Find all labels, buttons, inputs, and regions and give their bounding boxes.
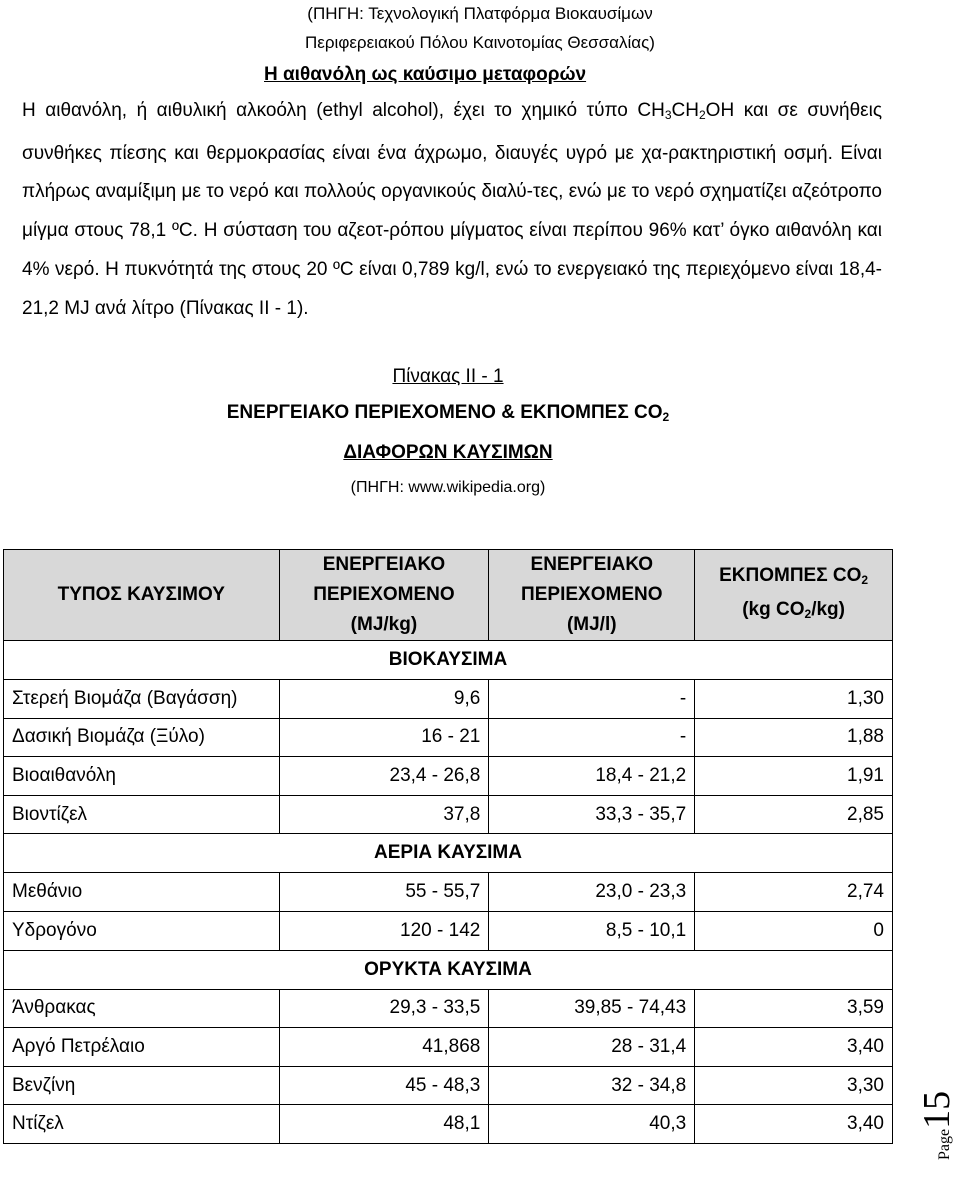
section-title: ΒΙΟΚΑΥΣΙΜΑ bbox=[4, 641, 893, 680]
source-line-2: Περιφερειακού Πόλου Καινοτομίας Θεσσαλίας) bbox=[305, 33, 655, 52]
table-label: Πίνακας ΙΙ - 1 bbox=[392, 366, 504, 387]
fuel-name-cell: Υδρογόνο bbox=[4, 911, 280, 950]
energy-mjl-cell: 39,85 - 74,43 bbox=[489, 989, 695, 1028]
fuel-name-cell: Άνθρακας bbox=[4, 989, 280, 1028]
fuel-name-cell: Αργό Πετρέλαιο bbox=[4, 1028, 280, 1067]
energy-mjl-cell: 33,3 - 35,7 bbox=[489, 795, 695, 834]
header-co2-emissions: ΕΚΠΟΜΠΕΣ $CO_2$ (kg $CO_2/kg$) bbox=[695, 550, 893, 641]
co2-cell: 3,40 bbox=[695, 1028, 893, 1067]
energy-mjkg-cell: 16 - 21 bbox=[279, 718, 489, 757]
fuel-name-cell: Μεθάνιο bbox=[4, 873, 280, 912]
table-row bbox=[4, 911, 893, 950]
table-section-row bbox=[4, 950, 893, 989]
table-row bbox=[4, 989, 893, 1028]
co2-cell: 3,59 bbox=[695, 989, 893, 1028]
energy-mjl-cell: - bbox=[489, 718, 695, 757]
energy-mjl-cell: 23,0 - 23,3 bbox=[489, 873, 695, 912]
energy-mjl-cell: 18,4 - 21,2 bbox=[489, 757, 695, 796]
energy-mjkg-cell: 48,1 bbox=[279, 1105, 489, 1144]
energy-mjkg-cell: 9,6 bbox=[279, 680, 489, 719]
energy-mjl-cell: - bbox=[489, 680, 695, 719]
fuel-name-cell: Δασική Βιομάζα (Ξύλο) bbox=[4, 718, 280, 757]
energy-mjl-cell: 28 - 31,4 bbox=[489, 1028, 695, 1067]
energy-mjkg-cell: 120 - 142 bbox=[279, 911, 489, 950]
fuel-energy-table bbox=[3, 549, 893, 1144]
co2-cell: 3,30 bbox=[695, 1066, 893, 1105]
fuel-name-cell: Βενζίνη bbox=[4, 1066, 280, 1105]
table-row bbox=[4, 795, 893, 834]
header-energy-mjl: ΕΝΕΡΓΕΙΑΚΟ ΠΕΡΙΕΧΟΜΕΝΟ (MJ/l) bbox=[489, 550, 695, 641]
fuel-name-cell: Βιοαιθανόλη bbox=[4, 757, 280, 796]
energy-mjkg-cell: 37,8 bbox=[279, 795, 489, 834]
table-row bbox=[4, 873, 893, 912]
page-number: Page15 bbox=[916, 1090, 958, 1160]
fuel-name-cell: Βιοντίζελ bbox=[4, 795, 280, 834]
co2-cell: 1,88 bbox=[695, 718, 893, 757]
header-fuel-type: ΤΥΠΟΣ ΚΑΥΣΙΜΟΥ bbox=[4, 550, 280, 641]
co2-cell: 1,91 bbox=[695, 757, 893, 796]
table-source: (ΠΗΓΗ: www.wikipedia.org) bbox=[350, 479, 546, 496]
table-section-row bbox=[4, 834, 893, 873]
table-section-row bbox=[4, 641, 893, 680]
fuel-name-cell: Στερεή Βιομάζα (Βαγάσση) bbox=[4, 680, 280, 719]
energy-mjkg-cell: 23,4 - 26,8 bbox=[279, 757, 489, 796]
section-title: ΟΡΥΚΤΑ ΚΑΥΣΙΜΑ bbox=[4, 950, 893, 989]
section-title: ΑΕΡΙΑ ΚΑΥΣΙΜΑ bbox=[4, 834, 893, 873]
energy-mjkg-cell: 45 - 48,3 bbox=[279, 1066, 489, 1105]
energy-mjkg-cell: 29,3 - 33,5 bbox=[279, 989, 489, 1028]
table-row bbox=[4, 757, 893, 796]
co2-cell: 2,85 bbox=[695, 795, 893, 834]
fuel-name-cell: Ντίζελ bbox=[4, 1105, 280, 1144]
table-row bbox=[4, 1028, 893, 1067]
energy-mjkg-cell: 55 - 55,7 bbox=[279, 873, 489, 912]
table-title-line-1: ΕΝΕΡΓΕΙΑΚΟ ΠΕΡΙΕΧΟΜΕΝΟ & ΕΚΠΟΜΠΕΣ $CO_2$ bbox=[226, 402, 670, 424]
section-heading: Η αιθανόλη ως καύσιμο μεταφορών bbox=[264, 64, 587, 85]
table-row bbox=[4, 1105, 893, 1144]
energy-mjl-cell: 40,3 bbox=[489, 1105, 695, 1144]
table-row bbox=[4, 718, 893, 757]
energy-mjkg-cell: 41,868 bbox=[279, 1028, 489, 1067]
table-row bbox=[4, 1066, 893, 1105]
body-paragraph: Η αιθανόλη, ή αιθυλική αλκοόλη (ethyl alcohol), έχει το χημικό τύπο $CH_3CH_2OH$ και σε συνήθεις συνθήκες πίεσης και θερμοκρασίας είναι ένα άχρωμο, διαυγές υγρό με χα-ρακτηριστική οσμή. Είναι πλήρως αναμίξιμη με το νερό και πολλούς οργανικούς διαλύ-τες, ενώ με το νερό σχηματίζει αζεότροπο μίγμα στους 78,1 ºC. Η σύσταση του αζεοτ-ρόπου μίγματος είναι περίπου 96% κατ’ όγκο αιθανόλη και 4% νερό. Η πυκνότητά της στους 20 ºC είναι 0,789 kg/l, ενώ το ενεργειακό της περιεχόμενο είναι 18,4-21,2 MJ ανά λίτρο (Πίνακας ΙΙ - 1). bbox=[22, 100, 882, 319]
table-title-line-2: ΔΙΑΦΟΡΩΝ ΚΑΥΣΙΜΩΝ bbox=[343, 442, 553, 463]
source-line-1: (ΠΗΓΗ: Τεχνολογική Πλατφόρμα Βιοκαυσίμων bbox=[307, 4, 653, 23]
co2-cell: 1,30 bbox=[695, 680, 893, 719]
co2-cell: 2,74 bbox=[695, 873, 893, 912]
table-header-row bbox=[4, 550, 893, 641]
co2-cell: 0 bbox=[695, 911, 893, 950]
co2-cell: 3,40 bbox=[695, 1105, 893, 1144]
table-row bbox=[4, 680, 893, 719]
energy-mjl-cell: 8,5 - 10,1 bbox=[489, 911, 695, 950]
header-energy-mjkg: ΕΝΕΡΓΕΙΑΚΟ ΠΕΡΙΕΧΟΜΕΝΟ (MJ/kg) bbox=[279, 550, 489, 641]
energy-mjl-cell: 32 - 34,8 bbox=[489, 1066, 695, 1105]
